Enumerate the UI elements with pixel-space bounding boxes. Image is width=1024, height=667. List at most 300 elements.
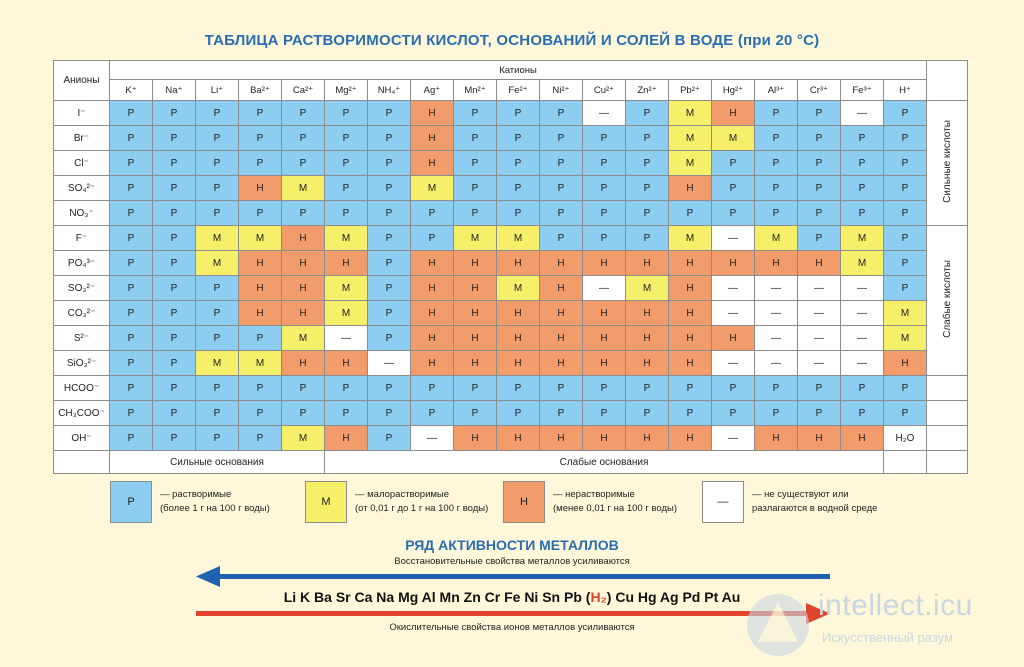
solubility-cell: Р xyxy=(454,401,497,426)
cation-9: Fe²⁺ xyxy=(497,80,540,101)
solubility-cell: Н xyxy=(540,251,583,276)
solubility-cell: Р xyxy=(325,101,368,126)
solubility-cell: Р xyxy=(884,226,927,251)
solubility-cell: Р xyxy=(755,151,798,176)
solubility-cell: М xyxy=(411,176,454,201)
solubility-cell: Н xyxy=(454,351,497,376)
solubility-cell: Н xyxy=(669,426,712,451)
anion-label: OH⁻ xyxy=(54,426,110,451)
cation-3: Ba²⁺ xyxy=(239,80,282,101)
legend-text xyxy=(355,488,488,516)
legend-swatch: Н xyxy=(503,481,545,523)
solubility-cell: Р xyxy=(368,251,411,276)
solubility-cell: — xyxy=(712,426,755,451)
solubility-cell: Н xyxy=(454,251,497,276)
solubility-cell: Р xyxy=(153,201,196,226)
solubility-cell: Р xyxy=(110,226,153,251)
solubility-cell: Р xyxy=(583,376,626,401)
anion-label: Br⁻ xyxy=(54,126,110,151)
solubility-cell: Н xyxy=(411,351,454,376)
legend-label: — малорастворимые xyxy=(355,489,450,500)
solubility-cell: Н xyxy=(411,251,454,276)
solubility-cell: — xyxy=(583,276,626,301)
solubility-cell: Р xyxy=(755,101,798,126)
solubility-cell: — xyxy=(798,301,841,326)
anion-label: I⁻ xyxy=(54,101,110,126)
solubility-cell: Р xyxy=(626,151,669,176)
solubility-cell: Н xyxy=(239,251,282,276)
strong-bases-label: Сильные основания xyxy=(110,451,325,474)
solubility-cell: Н xyxy=(626,326,669,351)
solubility-cell: Н xyxy=(755,426,798,451)
solubility-cell: — xyxy=(755,326,798,351)
cation-0: K⁺ xyxy=(110,80,153,101)
solubility-cell: Р xyxy=(196,376,239,401)
solubility-cell: Н xyxy=(497,326,540,351)
solubility-cell: — xyxy=(841,301,884,326)
solubility-cell: Р xyxy=(153,401,196,426)
cation-16: Cr³⁺ xyxy=(798,80,841,101)
solubility-cell: М xyxy=(841,251,884,276)
solubility-cell: Н xyxy=(540,326,583,351)
solubility-cell: Р xyxy=(153,326,196,351)
anion-label: S²⁻ xyxy=(54,326,110,351)
cation-4: Ca²⁺ xyxy=(282,80,325,101)
solubility-cell: Р xyxy=(583,126,626,151)
anion-label: SiO₃²⁻ xyxy=(54,351,110,376)
solubility-cell: Н xyxy=(411,101,454,126)
solubility-cell: Н xyxy=(325,251,368,276)
solubility-cell: Р xyxy=(196,201,239,226)
solubility-cell: Р xyxy=(583,226,626,251)
solubility-cell: — xyxy=(411,426,454,451)
solubility-cell: Р xyxy=(239,401,282,426)
legend-detail: разлагаются в водной среде xyxy=(752,503,878,514)
cation-13: Pb²⁺ xyxy=(669,80,712,101)
solubility-cell: М xyxy=(325,276,368,301)
solubility-cell: Р xyxy=(153,126,196,151)
legend-swatch: — xyxy=(702,481,744,523)
solubility-cell: Н xyxy=(497,426,540,451)
solubility-cell: Р xyxy=(196,326,239,351)
solubility-cell: Н xyxy=(282,226,325,251)
solubility-cell: Р xyxy=(755,176,798,201)
solubility-cell: Р xyxy=(110,176,153,201)
cation-8: Mn²⁺ xyxy=(454,80,497,101)
anion-label: HCOO⁻ xyxy=(54,376,110,401)
solubility-cell: Р xyxy=(540,126,583,151)
solubility-cell: Р xyxy=(755,201,798,226)
cation-12: Zn²⁺ xyxy=(626,80,669,101)
solubility-cell: Р xyxy=(196,126,239,151)
solubility-cell: Р xyxy=(841,401,884,426)
solubility-cell: Р xyxy=(368,276,411,301)
solubility-cell: М xyxy=(841,226,884,251)
solubility-cell: Н xyxy=(282,351,325,376)
legend-detail: (более 1 г на 100 г воды) xyxy=(160,503,270,514)
solubility-cell: Р xyxy=(454,151,497,176)
solubility-cell: Р xyxy=(497,126,540,151)
cation-2: Li⁺ xyxy=(196,80,239,101)
solubility-cell: Р xyxy=(368,201,411,226)
solubility-cell: Р xyxy=(884,101,927,126)
solubility-cell: Р xyxy=(153,226,196,251)
solubility-cell: Р xyxy=(368,101,411,126)
solubility-cell: Р xyxy=(626,176,669,201)
solubility-cell: Р xyxy=(110,301,153,326)
cation-7: Ag⁺ xyxy=(411,80,454,101)
solubility-cell: Р xyxy=(368,126,411,151)
solubility-cell: — xyxy=(583,101,626,126)
solubility-cell: Р xyxy=(798,201,841,226)
solubility-cell: Н xyxy=(669,251,712,276)
solubility-cell: Р xyxy=(497,151,540,176)
solubility-cell: Р xyxy=(153,151,196,176)
solubility-cell: Р xyxy=(583,151,626,176)
solubility-cell: М xyxy=(626,276,669,301)
solubility-cell: Р xyxy=(282,201,325,226)
solubility-cell: Н xyxy=(325,426,368,451)
solubility-cell: Н xyxy=(841,426,884,451)
solubility-cell: Р xyxy=(540,201,583,226)
solubility-cell: М xyxy=(282,326,325,351)
solubility-cell: Р xyxy=(669,201,712,226)
solubility-cell: Р xyxy=(196,276,239,301)
solubility-cell: М xyxy=(325,301,368,326)
cation-10: Ni²⁺ xyxy=(540,80,583,101)
solubility-cell: Н xyxy=(454,426,497,451)
solubility-cell: Р xyxy=(110,401,153,426)
solubility-cell: Р xyxy=(110,101,153,126)
solubility-cell: Н xyxy=(626,251,669,276)
solubility-cell: М xyxy=(196,226,239,251)
solubility-cell: Р xyxy=(325,376,368,401)
solubility-cell: М xyxy=(497,276,540,301)
solubility-cell: Р xyxy=(196,301,239,326)
solubility-cell: Р xyxy=(454,376,497,401)
solubility-cell: Р xyxy=(497,201,540,226)
watermark-brand: intellect.icu xyxy=(818,589,973,622)
solubility-cell: Р xyxy=(153,301,196,326)
solubility-cell: Р xyxy=(368,301,411,326)
page-title: ТАБЛИЦА РАСТВОРИМОСТИ КИСЛОТ, ОСНОВАНИЙ И СОЛЕЙ В ВОДЕ (при 20 °С) xyxy=(204,32,820,49)
solubility-cell: Р xyxy=(239,126,282,151)
solubility-cell: Р xyxy=(325,201,368,226)
solubility-cell: Р xyxy=(669,376,712,401)
solubility-cell: Р xyxy=(196,426,239,451)
legend-text xyxy=(752,488,877,516)
solubility-cell: Н xyxy=(497,301,540,326)
solubility-cell: Р xyxy=(239,376,282,401)
solubility-cell: Р xyxy=(239,201,282,226)
right-arrow xyxy=(196,603,830,624)
solubility-cell: Р xyxy=(755,126,798,151)
solubility-cell: Р xyxy=(583,401,626,426)
solubility-cell: Р xyxy=(884,401,927,426)
solubility-cell: Р xyxy=(540,376,583,401)
solubility-cell: Р xyxy=(239,101,282,126)
solubility-cell: М xyxy=(239,351,282,376)
solubility-cell: Н xyxy=(583,301,626,326)
solubility-cell: Р xyxy=(153,376,196,401)
cation-11: Cu²⁺ xyxy=(583,80,626,101)
solubility-cell: Р xyxy=(712,201,755,226)
cation-17: Fe³⁺ xyxy=(841,80,884,101)
solubility-cell: М xyxy=(196,251,239,276)
hydrogen-label: H₂ xyxy=(590,589,607,605)
solubility-cell: Р xyxy=(884,176,927,201)
activity-series-title: РЯД АКТИВНОСТИ МЕТАЛЛОВ xyxy=(405,537,619,553)
solubility-cell: Р xyxy=(368,226,411,251)
anion-label: NO₃⁻ xyxy=(54,201,110,226)
anion-label: SO₃²⁻ xyxy=(54,276,110,301)
solubility-cell: Р xyxy=(411,201,454,226)
solubility-cell: Р xyxy=(411,376,454,401)
solubility-cell: Р xyxy=(239,426,282,451)
solubility-cell: — xyxy=(841,351,884,376)
solubility-cell: Р xyxy=(669,401,712,426)
solubility-cell: Р xyxy=(497,376,540,401)
solubility-cell: Р xyxy=(282,401,325,426)
solubility-cell: Р xyxy=(454,101,497,126)
cation-18: H⁺ xyxy=(884,80,927,101)
oxidizing-caption: Окислительные свойства ионов металлов усиливаются xyxy=(389,622,635,633)
strong-acids-label: Сильные кислоты xyxy=(941,120,953,203)
solubility-cell: Р xyxy=(239,151,282,176)
solubility-cell: Р xyxy=(755,401,798,426)
legend-text xyxy=(553,488,677,516)
solubility-cell: Р xyxy=(712,376,755,401)
solubility-cell: Р xyxy=(884,376,927,401)
solubility-cell: М xyxy=(669,151,712,176)
solubility-cell: Р xyxy=(798,176,841,201)
solubility-cell: Р xyxy=(626,201,669,226)
solubility-cell: Р xyxy=(626,226,669,251)
solubility-cell: Р xyxy=(626,401,669,426)
legend-label: — не существуют или xyxy=(752,489,849,500)
solubility-cell: Р xyxy=(626,101,669,126)
solubility-cell: Р xyxy=(153,251,196,276)
solubility-cell: — xyxy=(712,301,755,326)
legend-swatch: Р xyxy=(110,481,152,523)
solubility-cell: М xyxy=(755,226,798,251)
solubility-cell: Р xyxy=(196,101,239,126)
solubility-cell: Н xyxy=(583,426,626,451)
solubility-cell: Р xyxy=(798,376,841,401)
solubility-cell: Н xyxy=(540,276,583,301)
solubility-cell: М xyxy=(196,351,239,376)
cation-6: NH₄⁺ xyxy=(368,80,411,101)
solubility-cell: Н xyxy=(626,301,669,326)
solubility-cell: Н xyxy=(540,426,583,451)
cation-15: Al³⁺ xyxy=(755,80,798,101)
solubility-cell: Р xyxy=(411,401,454,426)
solubility-cell: Р xyxy=(196,176,239,201)
solubility-cell: — xyxy=(712,226,755,251)
solubility-cell: Н xyxy=(497,351,540,376)
solubility-cell: Н xyxy=(454,326,497,351)
solubility-cell: Р xyxy=(841,376,884,401)
solubility-cell: Н xyxy=(540,351,583,376)
anions-header: Анионы xyxy=(54,61,110,101)
solubility-cell: — xyxy=(712,276,755,301)
reducing-caption: Восстановительные свойства металлов усиливаются xyxy=(394,556,630,567)
solubility-cell: Н xyxy=(282,251,325,276)
solubility-cell: Р xyxy=(325,401,368,426)
solubility-cell: Р xyxy=(884,276,927,301)
solubility-cell: Н xyxy=(583,251,626,276)
solubility-cell: Р xyxy=(841,126,884,151)
solubility-cell: Н xyxy=(626,426,669,451)
solubility-cell: Р xyxy=(497,101,540,126)
solubility-cell: Р xyxy=(153,101,196,126)
legend-label: — нерастворимые xyxy=(553,489,635,500)
solubility-cell: Р xyxy=(325,126,368,151)
solubility-cell: H₂O xyxy=(884,426,927,451)
solubility-cell: Р xyxy=(841,151,884,176)
solubility-cell: М xyxy=(669,226,712,251)
solubility-cell: Н xyxy=(411,151,454,176)
solubility-cell: Н xyxy=(454,301,497,326)
solubility-cell: — xyxy=(841,101,884,126)
solubility-cell: — xyxy=(325,326,368,351)
solubility-cell: — xyxy=(755,276,798,301)
solubility-cell: Р xyxy=(755,376,798,401)
solubility-cell: — xyxy=(712,351,755,376)
solubility-cell: Н xyxy=(239,276,282,301)
solubility-cell: Н xyxy=(669,301,712,326)
solubility-cell: Р xyxy=(110,151,153,176)
solubility-cell: — xyxy=(755,351,798,376)
solubility-cell: Н xyxy=(583,351,626,376)
solubility-cell: М xyxy=(712,126,755,151)
solubility-cell: Р xyxy=(196,401,239,426)
solubility-cell: Н xyxy=(798,426,841,451)
solubility-cell: Р xyxy=(110,276,153,301)
solubility-cell: Р xyxy=(540,151,583,176)
solubility-cell: Н xyxy=(239,301,282,326)
solubility-cell: Р xyxy=(540,226,583,251)
solubility-cell: Р xyxy=(583,201,626,226)
solubility-cell: Н xyxy=(497,251,540,276)
solubility-cell: Р xyxy=(798,151,841,176)
solubility-cell: Р xyxy=(110,201,153,226)
solubility-cell: — xyxy=(841,326,884,351)
solubility-cell: М xyxy=(884,326,927,351)
solubility-cell: Р xyxy=(110,126,153,151)
watermark-tagline: Искусственный разум xyxy=(822,630,953,645)
solubility-cell: Р xyxy=(282,101,325,126)
solubility-cell: Р xyxy=(540,101,583,126)
solubility-cell: — xyxy=(798,276,841,301)
legend-swatch: М xyxy=(305,481,347,523)
solubility-cell: Р xyxy=(712,151,755,176)
solubility-cell: Р xyxy=(110,326,153,351)
solubility-cell: М xyxy=(282,176,325,201)
solubility-cell: Р xyxy=(325,176,368,201)
solubility-cell: Н xyxy=(626,351,669,376)
solubility-cell: Р xyxy=(841,176,884,201)
solubility-cell: Р xyxy=(153,351,196,376)
solubility-cell: Р xyxy=(153,426,196,451)
solubility-cell: Р xyxy=(196,151,239,176)
solubility-cell: Р xyxy=(454,176,497,201)
solubility-cell: Н xyxy=(282,301,325,326)
legend-label: — растворимые xyxy=(160,489,232,500)
solubility-cell: Н xyxy=(669,276,712,301)
anion-label: SO₄²⁻ xyxy=(54,176,110,201)
solubility-cell: Р xyxy=(368,401,411,426)
series-right: ) Cu Hg Ag Pd Pt Au xyxy=(606,589,741,605)
solubility-cell: Р xyxy=(368,176,411,201)
solubility-cell: Н xyxy=(583,326,626,351)
anion-label: Cl⁻ xyxy=(54,151,110,176)
solubility-cell: Р xyxy=(798,101,841,126)
solubility-cell: Р xyxy=(497,176,540,201)
solubility-cell: Р xyxy=(368,426,411,451)
solubility-cell: Р xyxy=(540,401,583,426)
solubility-cell: М xyxy=(884,301,927,326)
solubility-cell: Н xyxy=(239,176,282,201)
solubility-cell: Р xyxy=(798,401,841,426)
solubility-cell: Р xyxy=(626,376,669,401)
solubility-cell: Н xyxy=(884,351,927,376)
solubility-cell: М xyxy=(239,226,282,251)
solubility-cell: Р xyxy=(454,201,497,226)
solubility-cell: Р xyxy=(282,376,325,401)
cation-5: Mg²⁺ xyxy=(325,80,368,101)
solubility-cell: Р xyxy=(884,151,927,176)
solubility-cell: М xyxy=(497,226,540,251)
legend-detail: (менее 0,01 г на 100 г воды) xyxy=(553,503,677,514)
solubility-cell: Р xyxy=(368,326,411,351)
anion-label: CH₃COO⁻ xyxy=(54,401,110,426)
solubility-cell: Р xyxy=(626,126,669,151)
weak-acids-label: Слабые кислоты xyxy=(941,260,953,338)
solubility-cell: М xyxy=(454,226,497,251)
series-left: Li K Ba Sr Ca Na Mg Al Mn Zn Cr Fe Ni Sn Pb ( xyxy=(283,589,591,605)
solubility-cell: М xyxy=(325,226,368,251)
solubility-cell: Р xyxy=(282,126,325,151)
cation-1: Na⁺ xyxy=(153,80,196,101)
solubility-cell: Р xyxy=(583,176,626,201)
solubility-cell: — xyxy=(755,301,798,326)
solubility-cell: Р xyxy=(712,176,755,201)
solubility-cell: Р xyxy=(325,151,368,176)
anion-label: F⁻ xyxy=(54,226,110,251)
solubility-cell: М xyxy=(669,126,712,151)
solubility-cell: Н xyxy=(411,326,454,351)
solubility-cell: Р xyxy=(368,376,411,401)
solubility-cell: Н xyxy=(712,101,755,126)
solubility-cell: М xyxy=(669,101,712,126)
solubility-cell: Р xyxy=(540,176,583,201)
solubility-cell: Н xyxy=(712,251,755,276)
solubility-cell: — xyxy=(841,276,884,301)
legend-text xyxy=(160,488,270,516)
solubility-cell: Р xyxy=(110,251,153,276)
solubility-cell: Р xyxy=(153,176,196,201)
solubility-cell: — xyxy=(368,351,411,376)
solubility-cell: Р xyxy=(110,426,153,451)
weak-bases-label: Слабые основания xyxy=(325,451,884,474)
solubility-cell: — xyxy=(798,351,841,376)
solubility-cell: Р xyxy=(454,126,497,151)
solubility-cell: Н xyxy=(540,301,583,326)
anion-label: CO₃²⁻ xyxy=(54,301,110,326)
solubility-cell: Р xyxy=(884,251,927,276)
solubility-cell: Р xyxy=(497,401,540,426)
